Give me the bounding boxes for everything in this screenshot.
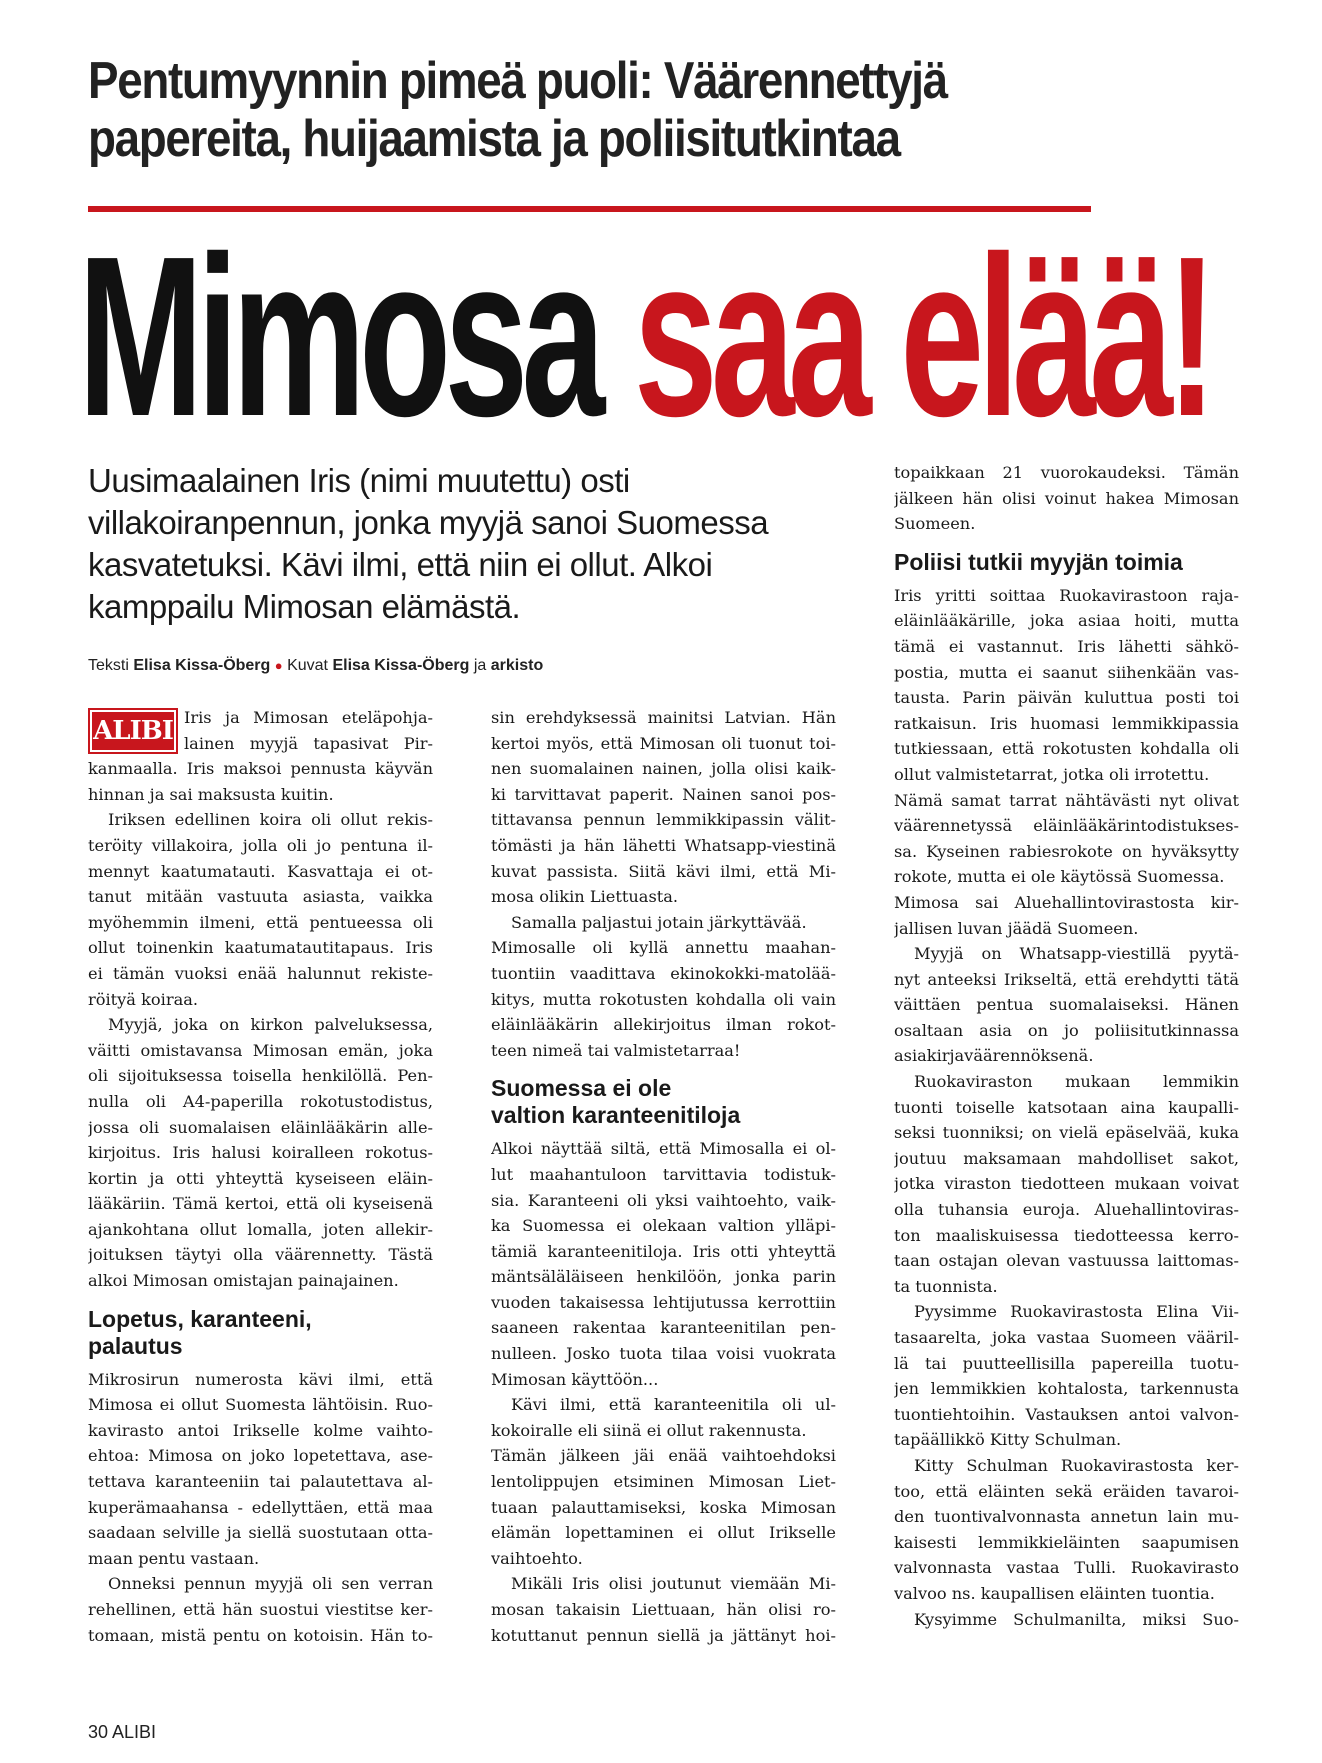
body-text-line: sia. Karanteeni oli yksi vaihtoehto, vaik- [491,1190,836,1210]
body-text-line: joutuu maksamaan mahdolliset sakot, [894,1148,1239,1168]
body-text-line: Onneksi pennun myyjä oli sen verran [108,1574,433,1594]
body-text-line: too, että eläinten sekä eräiden tavaroi- [894,1481,1239,1501]
body-text-line: tämiä karanteenitiloja. Iris otti yhteyttä [491,1241,836,1261]
body-text-line: väittäen pentua suomalaiseksi. Hänen [894,995,1239,1015]
body-text-line: nulleen. Josko tuota tilaa voisi vuokrata [491,1344,836,1364]
body-text-line: maan pentu vastaan. [88,1548,260,1568]
body-text-line: Kävi ilmi, että karanteenitila oli ul- [511,1395,836,1415]
body-text-line: röityä koiraa. [88,989,199,1009]
body-text-line: ei tämän vuoksi enää halunnut rekiste- [88,963,433,983]
body-text-line: kertoi myös, että Mimosan oli tuonut toi- [491,733,836,753]
body-text-line: ollut toinenkin kaatumatautitapaus. Iris [88,938,433,958]
lead-line: Uusimaalainen Iris (nimi muutettu) osti [88,462,630,499]
body-text-line: jen lemmikkien kohtalosta, tarkennusta [894,1379,1239,1399]
body-text-line: asiakirjaväärennöksenä. [894,1046,1094,1066]
body-text-line: kanmaalla. Iris maksoi pennusta käyvän [88,759,433,779]
byline [88,657,543,675]
body-text-line: Mikäli Iris olisi joutunut viemään Mi- [511,1574,836,1594]
body-text-line: postia, mutta ei saanut siihenkään vas- [894,662,1239,682]
body-text-line: Mimosalle oli kyllä annettu maahan- [491,938,836,958]
first-paragraph [88,705,433,756]
body-text-line: kavirasto antoi Irikselle kolme vaihto- [88,1420,433,1440]
kicker-line: papereita, huijaamista ja poliisitutkintaa [88,110,900,168]
byline-and: ja [473,657,487,674]
body-text-line: Iris yritti soittaa Ruokavirastoon raja- [894,585,1239,605]
subheading [88,1306,433,1360]
body-text-line: kokoiralle eli siinä ei ollut rakennusta. [491,1420,807,1440]
body-text-line: tausta. Parin päivän kuluttua posti toi [894,688,1239,708]
byline-archive: arkisto [490,657,544,674]
body-text-line: vaihtoehto. [491,1548,583,1568]
body-text-line: tämä ei vastannut. Iris lähetti sähkö- [894,636,1239,656]
body-text-line: jallisen luvan jäädä Suomeen. [894,918,1139,938]
body-text-line: rehellinen, että hän suostui viestitse ker- [88,1600,433,1619]
body-text-line: tettava karanteeniin tai palautettava al- [88,1472,433,1492]
body-text-line: rokote, mutta ei ole käytössä Suomessa. [894,867,1225,887]
lead-line: kasvatetuksi. Kävi ilmi, että niin ei ollut. Alkoi [88,546,713,583]
subheading-line: valtion karanteenitiloja [491,1102,741,1129]
body-text-line: tanut mitään vastuuta asiasta, vaikka [88,887,433,907]
body-text-line: Kysyimme Schulmanilta, miksi Suo- [914,1609,1239,1629]
page-folio: 30 ALIBI [88,1722,157,1742]
lead-line: villakoiranpennun, jonka myyjä sanoi Suomessa [88,504,769,541]
subheading-line: Suomessa ei ole [491,1075,672,1102]
body-text-line: ta tuonnista. [894,1276,998,1296]
body-text-line: valvonnasta vastaa Tulli. Ruokavirasto [894,1558,1239,1578]
body-text-line: tutkiessaan, että rokotusten kohdalla oli [894,739,1239,759]
body-text-line: kitys, mutta rokotusten kohdalla oli vain [491,989,836,1009]
lead-paragraph [88,460,868,628]
byline-photo-author: Elisa Kissa-Öberg [332,657,470,674]
article-column-2 [491,705,836,1648]
body-text-line: eläinlääkärin allekirjoitus ilman rokot- [491,1015,836,1035]
body-text-line: mennyt kaatumatauti. Kasvattaja ei ot- [88,861,433,881]
article-column-3 [894,460,1239,1632]
body-text-line: mosa olikin Liettuasta. [491,887,679,907]
body-text-line: taan ostajan olevan vastuussa laittomas- [894,1251,1239,1271]
body-text-line: teröity villakoira, jolla oli jo pentuna il- [88,835,433,855]
subheading [894,549,1239,576]
body-text-line: Iris ja Mimosan eteläpohja- [184,708,433,727]
body-text-line: eläinlääkärille, joka asiaa hoiti, mutta [894,611,1239,631]
body-text-line: jälkeen hän olisi voinut hakea Mimosan [894,488,1239,508]
body-text-line: saaneen rakentaa karanteenitilan pen- [491,1318,836,1338]
body-text-line: Pyysimme Ruokavirastosta Elina Vii- [914,1302,1239,1322]
body-text-line: lainen myyjä tapasivat Pir- [184,733,433,753]
byline-text-author: Elisa Kissa-Öberg [133,657,271,674]
body-text-line: kortin ja otti yhteyttä kyseiseen eläin- [88,1168,433,1188]
body-text-line: hinnan ja sai maksusta kuitin. [88,784,334,804]
bullet-icon: ● [274,658,283,673]
body-text-line: Mikrosirun numerosta kävi ilmi, että [88,1369,433,1389]
body-text-line: tittavansa pennun lemmikkipassin välit- [491,810,836,830]
body-text-line: lut maahantuloon tarvittavia todistuk- [491,1164,836,1184]
body-text-line: tomaan, mistä pentu on kotoisin. Hän to- [88,1625,433,1645]
body-text-line: ratkaisun. Iris huomasi lemmikkipassia [894,713,1239,733]
body-text-line: alkoi Mimosan omistajan painajainen. [88,1271,399,1291]
body-text-line: ollut valmistetarrat, jotka oli irrotettu. [894,764,1210,784]
body-text-line: Mimosa sai Aluehallintovirastosta kir- [894,892,1239,912]
body-text-line: Tämän jälkeen jäi enää vaihtoehdoksi [491,1446,836,1466]
body-text-line: tömästi ja hän lähetti Whatsapp-viestinä [491,835,836,855]
body-text-line: sin erehdyksessä mainitsi Latvian. Hän [491,708,836,727]
body-text-line: elämän lopettaminen ei ollut Irikselle [491,1523,836,1543]
body-text-line: Alkoi näyttää siltä, että Mimosalla ei ol- [491,1139,836,1159]
headline [78,210,1211,464]
article-column-1 [88,705,433,1648]
body-text-line: mosan takaisin Liettuaan, hän olisi ro- [491,1600,836,1619]
body-text-line: kaisesti lemmikkieläinten saapumisen [894,1532,1239,1552]
body-text-line: jotka viraston tiedotteen mukaan voivat [894,1174,1239,1194]
body-text-line: mäntsäläläiseen henkilöön, jonka parin [491,1267,836,1287]
subheading-line: palautus [88,1332,183,1359]
body-text-line: nulla oli A4-paperilla rokotustodistus, [88,1091,433,1111]
lead-line: kamppailu Mimosan elämästä. [88,588,521,625]
body-text-line: Myyjä, joka on kirkon palveluksessa, [108,1015,433,1035]
byline-text-label: Teksti [88,657,129,674]
subheading-line: Lopetus, karanteeni, [88,1305,312,1332]
body-text-line: Samalla paljastui jotain järkyttävää. [511,912,807,932]
body-text-line: oli sijoituksessa toisella henkilöllä. Pen- [88,1066,433,1086]
body-text-line: Myyjä on Whatsapp-viestillä pyytä- [914,944,1239,964]
body-text-line: nyt anteeksi Irikseltä, että erehdytti tätä [894,969,1239,989]
body-text-line: Mimosa ei ollut Suomesta lähtöisin. Ruo- [88,1395,433,1415]
body-text-line: ton maaliskuisessa tiedotteessa kerro- [894,1225,1239,1245]
body-text-line: tuaan palauttamiseksi, koska Mimosan [491,1497,836,1517]
body-text-line: Mimosan käyttöön... [491,1369,659,1389]
byline-photo-label: Kuvat [287,657,328,674]
body-text-line: jossa oli suomalaisen eläinlääkärin alle- [88,1117,433,1137]
body-text-line: osaltaan asia on jo poliisitutkinnassa [894,1020,1239,1040]
body-text-line: saadaan selville ja siellä suostutaan otta- [88,1523,433,1543]
body-text-line: olla tuhansia euroja. Aluehallintoviras- [894,1200,1239,1220]
alibi-logo: ALIBI [88,708,178,754]
body-text-line: kirjoitus. Iris halusi koiralleen rokotus- [88,1143,433,1163]
body-text-line: den tuontivalvonnasta annetun lain mu- [894,1507,1239,1527]
body-text-line: kotuttanut pennun siellä ja jättänyt hoi- [491,1625,836,1645]
body-text-line: lääkäriin. Tämä kertoi, että oli kyseisenä [88,1194,433,1214]
subheading [491,1075,836,1129]
body-text-line: Ruokaviraston mukaan lemmikin [914,1072,1239,1092]
body-text-line: kuperämaahansa - edellyttäen, että maa [88,1497,433,1517]
body-text-line: vuoden takaisessa lehtijutussa kerrottiin [491,1292,836,1312]
body-text-line: ajankohtana ollut lomalla, joten allekir- [88,1219,433,1239]
subheading-line: Poliisi tutkii myyjän toimia [894,548,1183,575]
body-text-line: tapäällikkö Kitty Schulman. [894,1430,1122,1450]
body-text-line: lentolippujen etsiminen Mimosan Liet- [491,1472,836,1492]
kicker-line: Pentumyynnin pimeä puoli: Väärennettyjä [88,52,947,110]
body-text-line: joituksen täytyi olla väärennetty. Tästä [88,1245,433,1265]
body-text-line: sa. Kyseinen rabiesrokote on hyväksytty [894,841,1239,861]
body-text-line: kuvat passista. Siitä kävi ilmi, että Mi- [491,861,836,881]
kicker-title [88,52,977,168]
body-text-line: tuonti toiselle katsotaan aina kaupalli- [894,1097,1239,1117]
body-text-line: tuontiin vaadittava ekinokokki-matolää- [491,963,836,983]
body-text-line: ki tarvittavat paperit. Nainen sanoi pos- [491,784,836,804]
body-text-line: lä tai puutteellisilla papereilla tuotu- [894,1353,1239,1373]
headline-black: Mimosa [78,210,599,464]
body-text-line: ehtoa: Mimosa on joko lopetettava, ase- [88,1446,433,1466]
body-text-line: Kitty Schulman Ruokavirastosta ker- [914,1455,1239,1475]
body-text-line: myöhemmin ilmeni, että pentueessa oli [88,912,433,932]
body-text-line: tasaarelta, joka vastaa Suomeen vääril- [894,1328,1239,1347]
body-text-line: ka Suomessa ei olekaan valtion ylläpi- [491,1216,836,1236]
body-text-line: seksi tuonniksi; on vielä epäselvää, kuka [894,1123,1239,1143]
body-text-line: väitti omistavansa Mimosan emän, joka [88,1040,433,1060]
body-text-line: Suomeen. [894,514,976,534]
body-text-line: Nämä samat tarrat nähtävästi nyt olivat [894,790,1239,810]
body-text-line: väärennetyssä eläinlääkärintodistukses- [894,816,1239,836]
body-text-line: nen suomalainen nainen, jolla olisi kaik- [491,759,836,779]
body-text-line: tuontiehtoihin. Vastauksen antoi valvon- [894,1404,1239,1424]
body-text-line: Iriksen edellinen koira oli ollut rekis- [108,810,433,830]
body-text-line: valvoo ns. kaupallisen eläinten tuontia. [894,1583,1215,1603]
body-text-line: teen nimeä tai valmistetarraa! [491,1040,741,1060]
body-text-line: topaikkaan 21 vuorokaudeksi. Tämän [894,463,1239,482]
headline-red: saa elää! [633,210,1211,464]
